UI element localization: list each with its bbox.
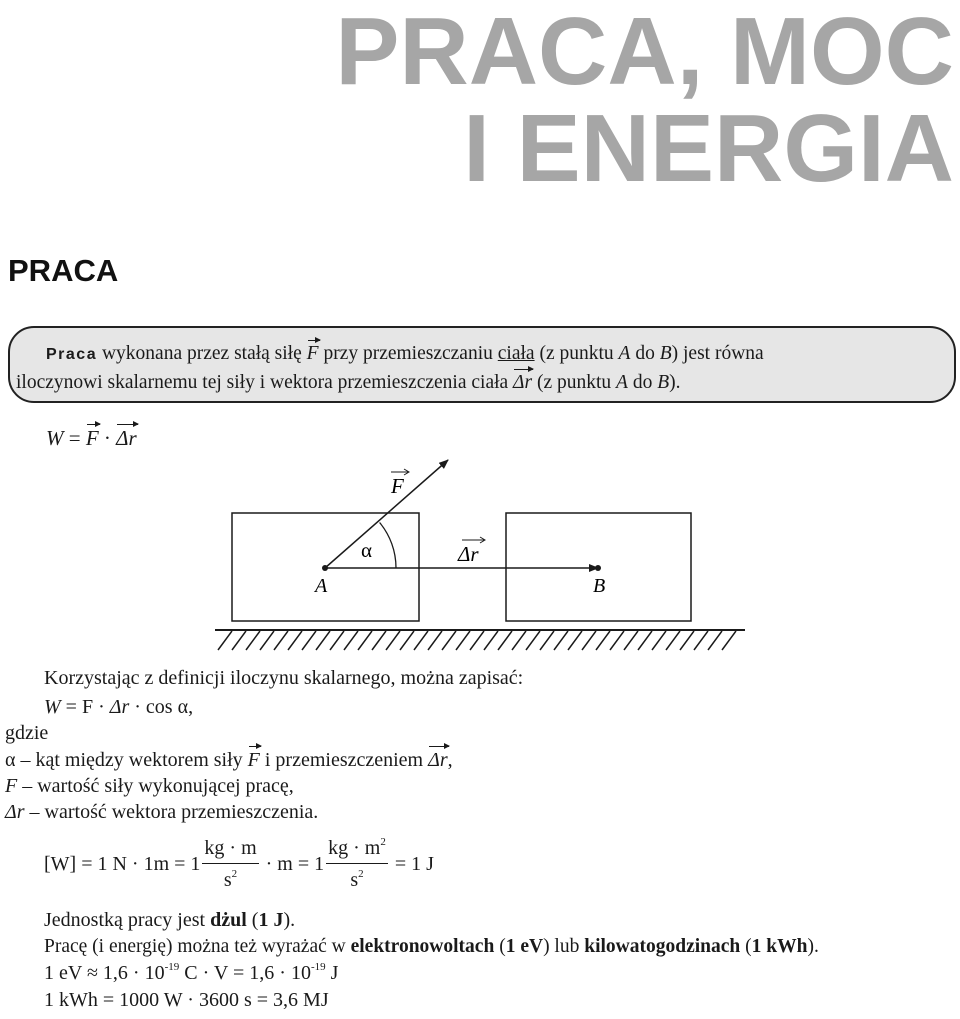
hatch-line [484, 631, 498, 650]
hatch-line [652, 631, 666, 650]
hatch-line [638, 631, 652, 650]
body-text: = F · [65, 696, 105, 718]
fraction-denominator [326, 864, 388, 890]
body-f: F [5, 775, 18, 797]
hatch-line [540, 631, 554, 650]
hatch-line [526, 631, 540, 650]
units-exponent: -19 [310, 961, 326, 973]
hatch-line [288, 631, 302, 650]
unit-formula [44, 838, 434, 890]
body-text: i przemieszczeniem [264, 749, 424, 771]
point-b-label: B [659, 343, 672, 364]
hatch-line [274, 631, 288, 650]
body-line-5 [5, 776, 294, 796]
fraction-denominator [202, 864, 258, 890]
units-text: Pracę (i energię) można też wyrażać w [44, 936, 346, 957]
units-exponent: -19 [164, 961, 180, 973]
units-text: ). [283, 909, 296, 931]
definition-text: ). [669, 372, 681, 393]
fraction-numerator: kg · m [202, 838, 258, 864]
definition-text: (z punktu [539, 343, 614, 364]
units-text: ) lub [543, 936, 580, 957]
hatch-line [358, 631, 372, 650]
hatch-line [316, 631, 330, 650]
formula-w: W [46, 426, 64, 450]
body-line-3: gdzie [5, 722, 49, 744]
hatch-line [470, 631, 484, 650]
units-text: ). [807, 936, 819, 957]
angle-arc [380, 523, 396, 569]
units-text: J [330, 962, 339, 984]
diagram-alpha-label: α [361, 538, 373, 562]
diagram-dr-label: Δr [458, 542, 479, 566]
hatch-line [232, 631, 246, 650]
body-line-6 [5, 802, 318, 822]
hatch-line [330, 631, 344, 650]
definition-text: do [632, 372, 653, 393]
body-w: W [44, 696, 61, 718]
units-line-1 [44, 910, 295, 930]
hatch-line [428, 631, 442, 650]
hatch-line [680, 631, 694, 650]
hatch-line [596, 631, 610, 650]
hatch-line [344, 631, 358, 650]
body-dr: Δr [5, 801, 25, 823]
section-heading: PRACA [8, 253, 119, 288]
unit-formula-mid: · m = 1 [265, 853, 325, 875]
definition-text: do [635, 343, 655, 364]
units-text: Jednostką pracy jest [44, 909, 206, 931]
hatch-line [218, 631, 232, 650]
fraction-base: kg · m [328, 837, 381, 859]
hatch-line [414, 631, 428, 650]
chapter-title-line2: I ENERGIA [463, 95, 954, 202]
point-a-label: A [616, 372, 628, 393]
units-line-4: 1 kWh = 1000 W · 3600 s = 3,6 MJ [44, 989, 329, 1011]
definition-text: (z punktu [536, 372, 612, 393]
hatch-line [708, 631, 722, 650]
body-text: , [447, 749, 453, 771]
hatch-line [694, 631, 708, 650]
units-bold: 1 J [258, 909, 284, 931]
body-f-vector: F [247, 749, 260, 771]
unit-fraction-1 [202, 838, 258, 890]
units-line-2 [44, 937, 819, 957]
definition-text: wykonana przez stałą siłę [101, 343, 302, 364]
definition-text: iloczynowi skalarnemu tej siły i wektora przemieszczenia ciała [16, 372, 509, 393]
chapter-title-line1: PRACA, MOC [335, 0, 954, 105]
units-text: ( [745, 936, 752, 957]
unit-fraction-2 [326, 838, 388, 890]
hatch-line [610, 631, 624, 650]
force-vector-symbol: F [306, 343, 319, 364]
unit-formula-rhs: = 1 J [394, 853, 434, 875]
hatch-line [554, 631, 568, 650]
body-text: – wartość siły wykonującej pracę, [22, 775, 294, 797]
fraction-exponent: 2 [231, 868, 238, 880]
hatch-line [456, 631, 470, 650]
diagram-f-label: F [391, 474, 404, 498]
point-a-label: A [618, 343, 631, 364]
units-bold: kilowatogodzinach [584, 936, 741, 957]
units-bold: elektronowoltach [350, 936, 495, 957]
fraction-numerator [326, 838, 388, 864]
body-dr: Δr [109, 696, 130, 718]
body-text: · cos α, [134, 696, 194, 718]
fraction-base: s [350, 869, 359, 891]
hatch-line [512, 631, 526, 650]
units-text: ( [499, 936, 506, 957]
body-line-2 [44, 697, 193, 717]
body-dr-vector: Δr [428, 749, 448, 771]
point-b-label: B [657, 372, 670, 393]
displacement-vector-symbol: Δr [513, 372, 533, 393]
definition-text: ) jest równa [671, 343, 764, 364]
fraction-base: s [223, 869, 232, 891]
force-arrow [325, 460, 448, 568]
definition-text: ciała [497, 343, 535, 364]
diagram-a-label: A [315, 575, 328, 597]
hatch-line [302, 631, 316, 650]
point-a-dot [322, 565, 328, 571]
units-line-3 [44, 963, 338, 983]
units-bold: 1 kWh [751, 936, 808, 957]
point-b-dot [595, 565, 601, 571]
body-text: – wartość wektora przemieszczenia. [29, 801, 319, 823]
hatch-line [260, 631, 274, 650]
definition-text: przy przemieszczaniu [323, 343, 493, 364]
formula-f-vector: F [85, 426, 99, 450]
fraction-exponent: 2 [380, 836, 386, 848]
units-bold: dżul [210, 909, 247, 931]
fraction-exponent: 2 [358, 868, 364, 880]
body-line-1: Korzystając z definicji iloczynu skalarnego, można zapisać: [44, 667, 524, 689]
units-text: 1 eV ≈ 1,6 · 10 [44, 962, 165, 984]
diagram-b-label: B [593, 575, 606, 597]
units-bold: 1 eV [505, 936, 544, 957]
hatch-line [666, 631, 680, 650]
units-text: C · V = 1,6 · 10 [184, 962, 311, 984]
units-text: ( [251, 909, 259, 931]
hatch-line [498, 631, 512, 650]
formula-eq: = [68, 426, 81, 450]
formula-dr-vector: Δr [116, 426, 137, 450]
hatch-line [442, 631, 456, 650]
definition-term: Praca [46, 346, 98, 363]
formula-dot: · [103, 426, 111, 450]
unit-formula-lhs: [W] = 1 N · 1m = 1 [44, 853, 201, 875]
hatch-line [246, 631, 260, 650]
body-line-4 [5, 750, 453, 770]
hatch-line [386, 631, 400, 650]
ground-hatching [218, 631, 736, 650]
body-text: α – kąt między wektorem siły [5, 749, 243, 771]
hatch-line [400, 631, 414, 650]
hatch-line [372, 631, 386, 650]
hatch-line [568, 631, 582, 650]
hatch-line [582, 631, 596, 650]
hatch-line [722, 631, 736, 650]
hatch-line [624, 631, 638, 650]
